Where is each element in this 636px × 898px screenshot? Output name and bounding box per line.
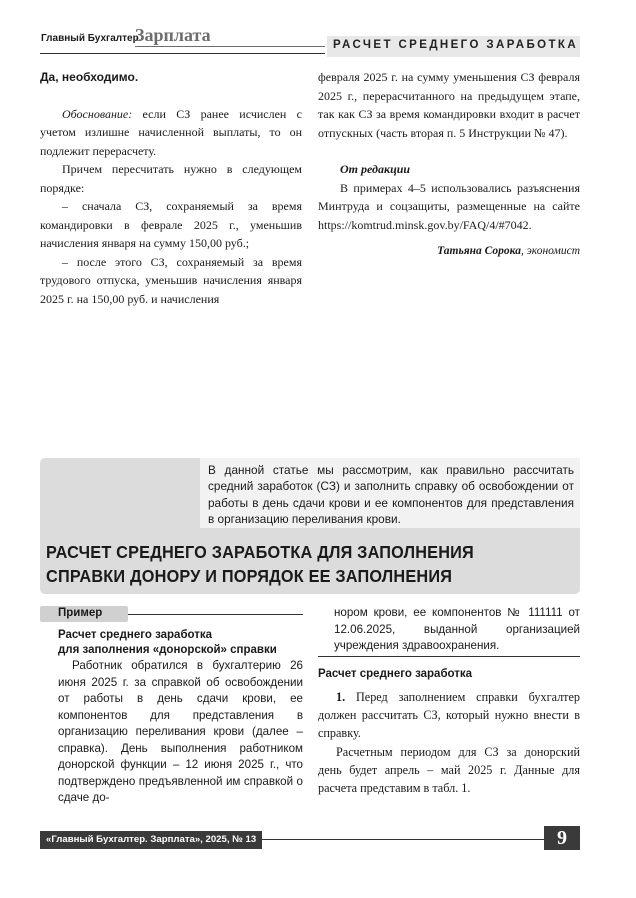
justification-label: Обоснование: [62,106,133,121]
paragraph-step2: – после этого СЗ, сохраняемый за время трудового отпуска, уменьшив начисления января 2025 г. на 150,00 руб. и начисления [40,254,302,306]
example-continued: нором крови, ее компонентов № 111111 от 12.06.2025, выданной организацией учреждения здравоохранения. [334,606,580,652]
upper-column-left [40,68,302,308]
answer-text: Да, необходимо. [40,70,139,84]
upper-column-right [318,68,580,261]
justification-paragraph [40,105,302,161]
calc-paragraph-1 [318,688,580,743]
page-number: 9 [557,827,567,849]
justification-text: если СЗ ранее исчислен с учетом излишне начисленной выплаты, то он подлежит перерасчету. [40,106,302,158]
calc-heading: Расчет среднего заработка [318,668,473,680]
paragraph-order: Причем пересчитать нужно в следующем порядке: [40,162,302,195]
example-body [58,658,303,807]
example-rule [128,614,303,615]
calc-paragraph-2: Расчетным периодом для СЗ за донорский день будет апрель – май 2025 г. Данные для расчета представим в табл. 1. [318,744,580,796]
header-banner-title: РАСЧЕТ СРЕДНЕГО ЗАРАБОТКА [333,39,579,51]
example-end-rule [318,656,580,657]
section-name: Зарплата [135,25,211,45]
example-heading-line2: для заполнения «донорской» справки [58,643,277,656]
calc-column [318,688,580,797]
example-label: Пример [58,607,103,619]
author-name: Татьяна Сорока [437,245,521,257]
calc-paragraph-1-text: Перед заполнением справки бухгалтер должен рассчитать СЗ, который нужно внести в справку. [318,690,580,741]
editor-note-label: От редакции [340,162,411,176]
header-rule [40,53,325,54]
section-underline [135,46,325,47]
article-title: РАСЧЕТ СРЕДНЕГО ЗАРАБОТКА ДЛЯ ЗАПОЛНЕНИЯ СПРАВКИ ДОНОРУ И ПОРЯДОК ЕЕ ЗАПОЛНЕНИЯ [46,542,474,586]
example-heading [58,628,303,657]
editor-note-text: В примерах 4–5 использовались разъяснения Минтруда и соцзащиты, размещенные на сайте https://komtrud.minsk.gov.by/FAQ/4/#7042. [318,180,580,232]
example-body-text: Работник обратился в бухгалтерию 26 июня 2025 г. за справкой об освобождении от работы в день сдачи крови, ее компонентов для представления в организацию переливания крови (далее – справка). День выполнения работником донорской функции – 12 июня 2025 г., что подтверждено предъявленной им справкой о сдаче до- [58,659,303,804]
example-heading-line1: Расчет среднего заработка [58,629,213,641]
journal-name: Главный Бухгалтер. [41,33,142,44]
lead-text: В данной статье мы рассмотрим, как правильно рассчитать средний заработок (СЗ) и заполнить справку об освобождении от работы в день сдачи крови и ее компонентов для представления в организацию переливания крови. [208,463,574,526]
paragraph-step1: – сначала СЗ, сохраняемый за время командировки в феврале 2025 г., уменьшив начисления января на сумму 150,00 руб.; [40,199,302,250]
paragraph-continued: февраля 2025 г. на сумму уменьшения СЗ февраля 2025 г., перерасчитанного на предыдущем этапе, так как СЗ за время командировки входит в расчет отпускных (часть вторая п. 5 Инструкции № 47). [318,70,580,140]
calc-paragraph-1-num: 1. [336,690,346,704]
author-credit [318,242,580,261]
footer-journal: «Главный Бухгалтер. Зарплата», 2025, № 13 [46,834,257,845]
author-role: , экономист [520,245,580,257]
footer-rule [262,839,544,840]
